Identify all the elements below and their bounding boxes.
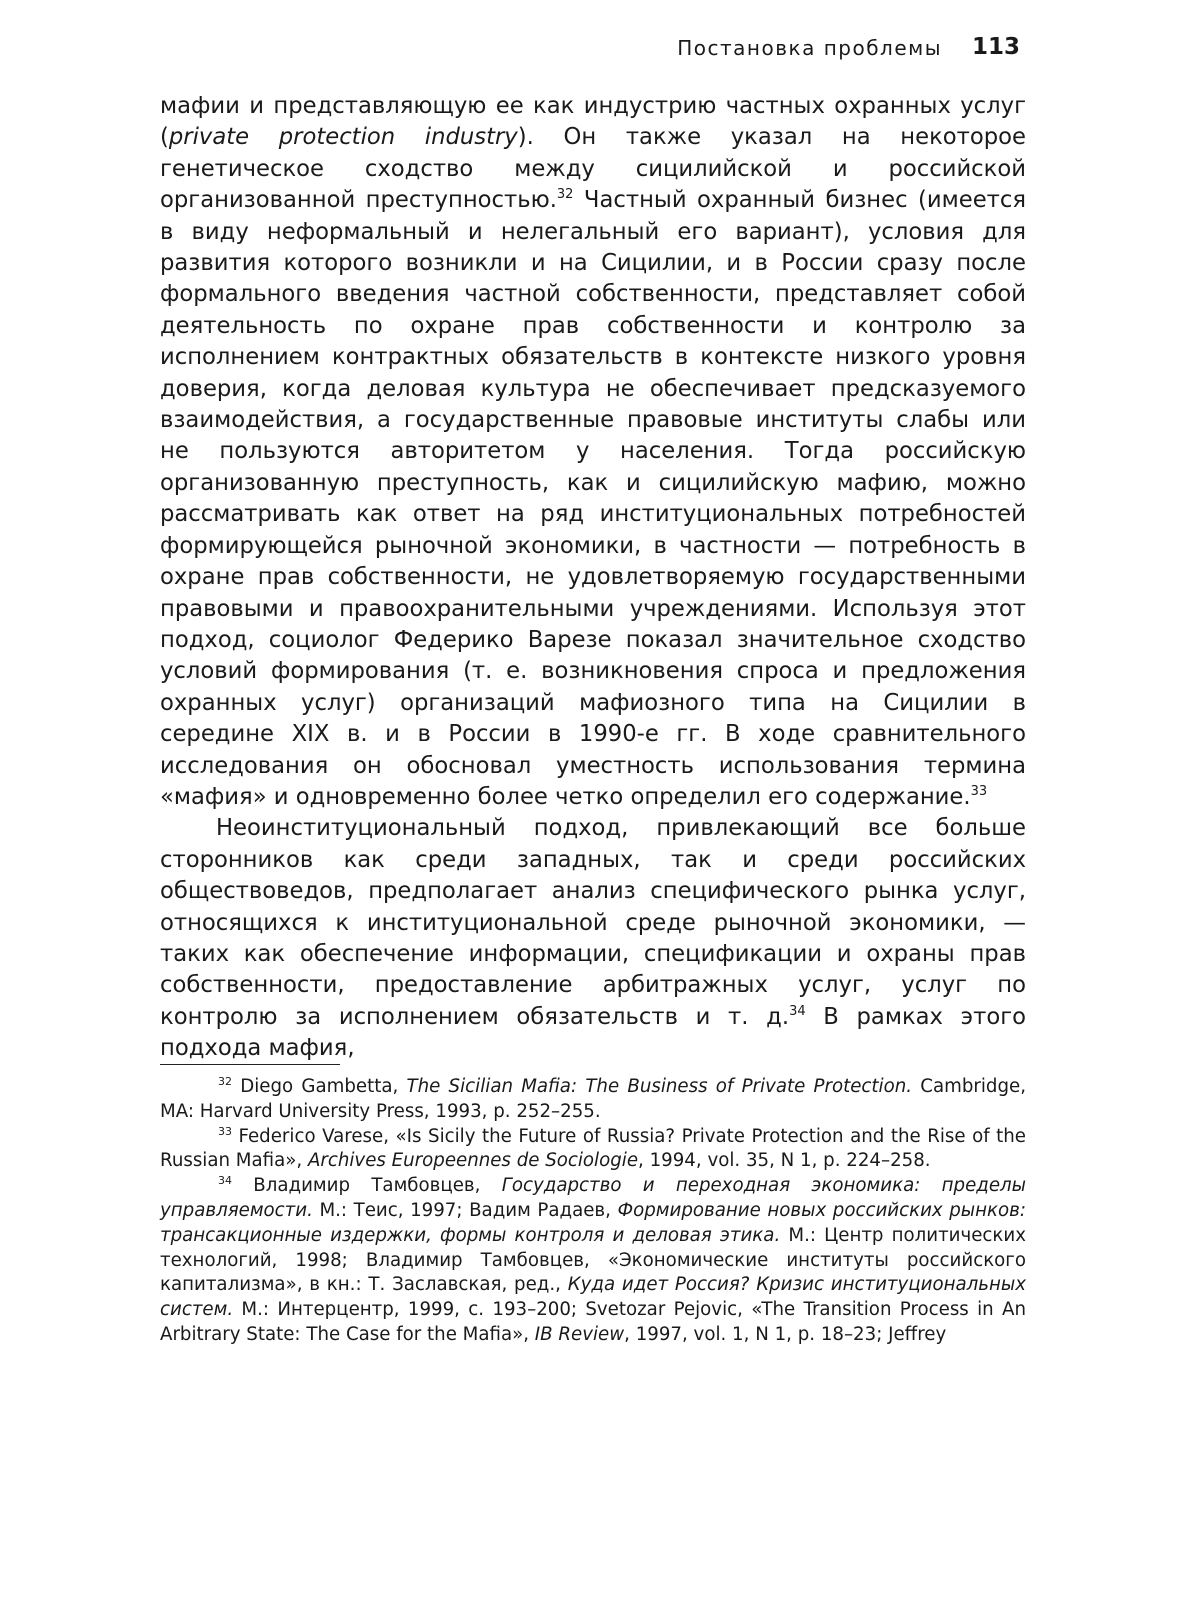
footnote-ref-33: 33 — [970, 783, 988, 799]
footnote-33 — [160, 1125, 1026, 1175]
footnote-ref-34: 34 — [789, 1003, 806, 1019]
main-text — [160, 91, 1026, 1065]
text-run: Частный охранный бизнес (имеется в виду неформальный и нелегальный его вариант), условия для развития которого возникли и на Сицилии, и в России сразу после формального введения частной собственности, представляет собой деятельность по охране прав собственности и контролю за исполнением контрактных обязательств в контексте низкого уровня доверия, когда деловая культура не обеспечивает предсказуемого взаимодействия, а государственные правовые институты слабы или не пользуются авторитетом у населения. Тогда российскую организованную преступность, как и сицилийскую мафию, можно рассматривать как ответ на ряд институциональных потребностей формирующейся рыночной экономики, в частности — потребность в охране прав собственности, не удовлетворяемую государственными правовыми и правоохранительными учреждениями. Используя этот подход, социолог Федерико Варезе показал значительное сходство условий формирования (т. е. возникновения спроса и предложения охранных услуг) организаций мафиозного типа на Сицилии в середине XIX в. и в России в 1990-е гг. В ходе сравнительного исследования он обосновал уместность использования термина «мафия» и одновременно более четко определил его содержание. — [160, 187, 1026, 810]
italic-title: IB Review — [534, 1323, 625, 1345]
text-run: М.: Центр политических технологий, 1998; Владимир Тамбовцев, «Экономические институты российского капитализма», в кн.: Т. Заславская, ред., — [160, 1224, 1027, 1296]
italic-title: Archives Europeennes de Sociologie — [307, 1150, 639, 1172]
page-header — [160, 34, 1026, 66]
text-run: мафии и представляющую ее как индустрию частных охранных услуг ( — [160, 93, 1026, 151]
text-run: Владимир Тамбовцев, — [232, 1175, 502, 1197]
text-run: Diego Gambetta, — [232, 1076, 407, 1097]
text-run: ). Он также указал на некоторое генетическое сходство между сицилийской и российской организованной преступностью. — [160, 124, 1027, 214]
text-run: Cambridge, MA: Harvard University Press, 1993, p. 252–255. — [160, 1076, 1026, 1122]
footnote-number: 32 — [218, 1075, 232, 1088]
text-run: М.: Интерцентр, 1999, с. 193–200; Svetozar Pejovic, «The Transition Process in An Arbitrary State: The Case for the Mafia», — [160, 1299, 1026, 1345]
italic-title: Куда идет Россия? Кризис институциональных систем. — [160, 1274, 1026, 1321]
italic-title: Государство и переходная экономика: пределы управляемости. — [160, 1175, 1027, 1221]
italic-title: The Sicilian Mafia: The Business of Private Protection. — [406, 1076, 913, 1097]
text-run: , 1997, vol. 1, N 1, p. 18–23; Jeffrey — [624, 1323, 947, 1345]
text-run: В рамках этого подхода мафия, — [160, 1003, 1026, 1062]
footnote-number: 34 — [218, 1174, 232, 1188]
text-run: Неоинституциональный подход, привлекающий все больше сторонников как среди западных, так и среди российских обществоведов, предполагает анализ специфического рынка услуг, относящихся к институциональной среде рыночной экономики, — таких как обеспечение информации, спецификации и охраны прав собственности, предоставление арбитражных услуг, услуг по контролю за исполнением обязательств и т. д. — [160, 815, 1026, 1030]
paragraph-1 — [160, 91, 1026, 813]
text-run: Federico Varese, «Is Sicily the Future of Russia? Private Protection and the Rise of the Russian Mafia», — [160, 1125, 1026, 1172]
text-run: , 1994, vol. 35, N 1, p. 224–258. — [638, 1150, 931, 1172]
paragraph-2 — [160, 813, 1026, 1064]
footnote-34 — [160, 1174, 1026, 1348]
text-run: М.: Теис, 1997; Вадим Радаев, — [312, 1199, 618, 1221]
italic-title: Формирование новых российских рынков: трансакционные издержки, формы контроля и деловая этика. — [160, 1199, 1026, 1246]
footnote-32 — [160, 1075, 1026, 1125]
running-title: Постановка проблемы — [677, 36, 942, 60]
footnote-separator — [160, 1064, 340, 1065]
footnote-ref-32: 32 — [556, 187, 574, 203]
footnote-number: 33 — [218, 1124, 232, 1138]
footnotes — [160, 1075, 1026, 1348]
italic-term: private protection industry — [168, 124, 518, 151]
page-number: 113 — [971, 34, 1020, 60]
